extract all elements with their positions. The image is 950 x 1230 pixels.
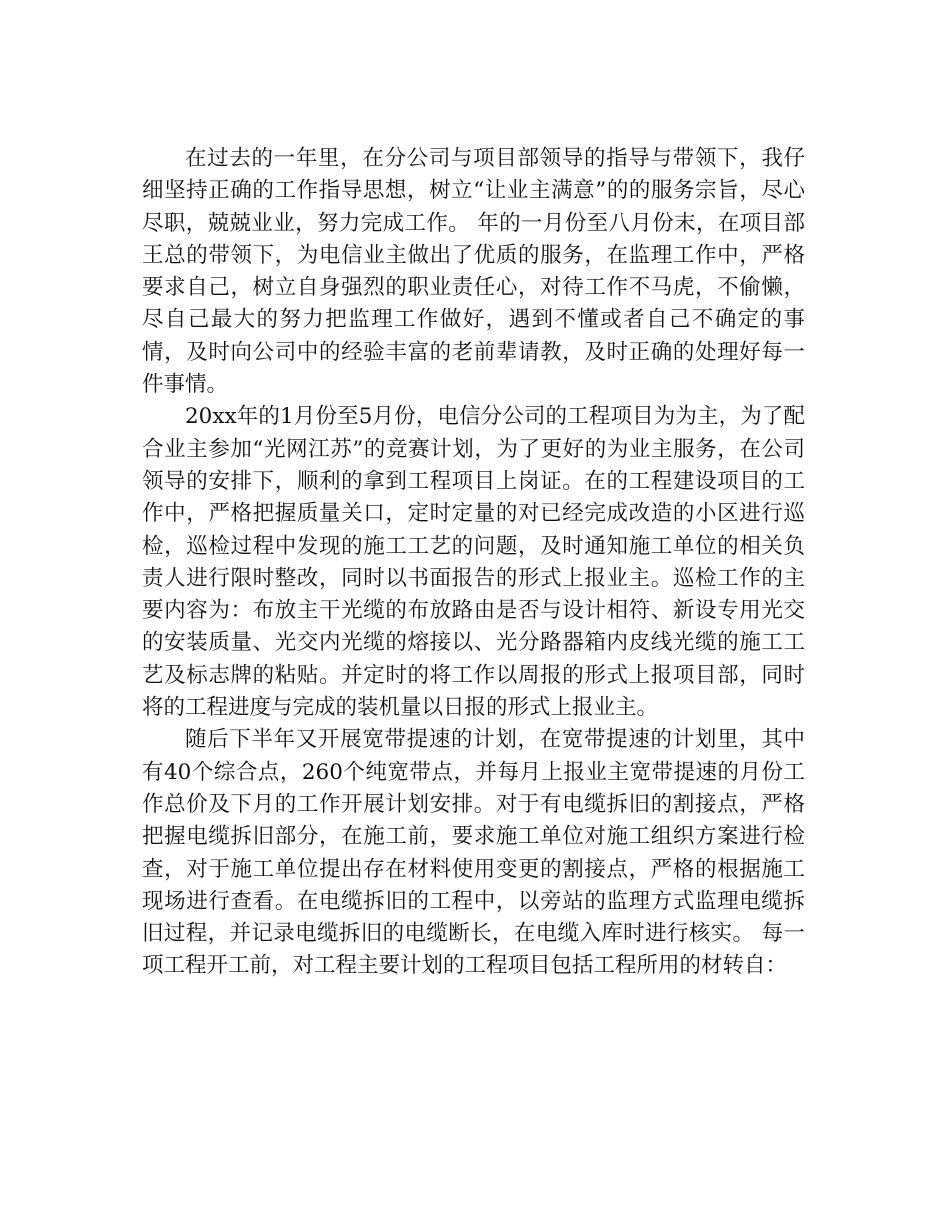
paragraph-2: 20xx年的1月份至5月份，电信分公司的工程项目为为主，为了配合业主参加“光网江苏”的竞赛计划，为了更好的为业主服务，在公司领导的安排下，顺利的拿到工程项目上岗证。在的工程建设项目的工作中，严格把握质量关口，定时定量的对已经完成改造的小区进行巡检，巡检过程中发现的施工工艺的问题，及时通知施工单位的相关负责人进行限时整改，同时以书面报告的形式上报业主。巡检工作的主要内容为：布放主干光缆的布放路由是否与设计相符、新设专用光交的安装质量、光交内光缆的熔接以、光分路器箱内皮线光缆的施工工艺及标志牌的粘贴。并定时的将工作以周报的形式上报项目部，同时将的工程进度与完成的装机量以日报的形式上报业主。 bbox=[142, 404, 805, 721]
paragraph-3: 随后下半年又开展宽带提速的计划，在宽带提速的计划里，其中有40个综合点，260个纯宽带点，并每月上报业主宽带提速的月份工作总价及下月的工作开展计划安排。对于有电缆拆旧的割接点，严格把握电缆拆旧部分，在施工前，要求施工单位对施工组织方案进行检查，对于施工单位提出存在材料使用变更的割接点，严格的根据施工现场进行查看。在电缆拆旧的工程中，以旁站的监理方式监理电缆拆旧过程，并记录电缆拆旧的电缆断长，在电缆入库时进行核实。 每一项工程开工前，对工程主要计划的工程项目包括工程所用的材转自： bbox=[142, 727, 805, 979]
paragraph-1: 在过去的一年里，在分公司与项目部领导的指导与带领下，我仔细坚持正确的工作指导思想，树立“让业主满意”的的服务宗旨，尽心尽职，兢兢业业，努力完成工作。 年的一月份至八月份末，在项目部王总的带领下，为电信业主做出了优质的服务，在监理工作中，严格要求自己，树立自身强烈的职业责任心，对待工作不马虎，不偷懒，尽自己最大的努力把监理工作做好，遇到不懂或者自己不确定的事情，及时向公司中的经验丰富的老前辈请教，及时正确的处理好每一件事情。 bbox=[142, 146, 805, 398]
document-body bbox=[142, 143, 805, 983]
